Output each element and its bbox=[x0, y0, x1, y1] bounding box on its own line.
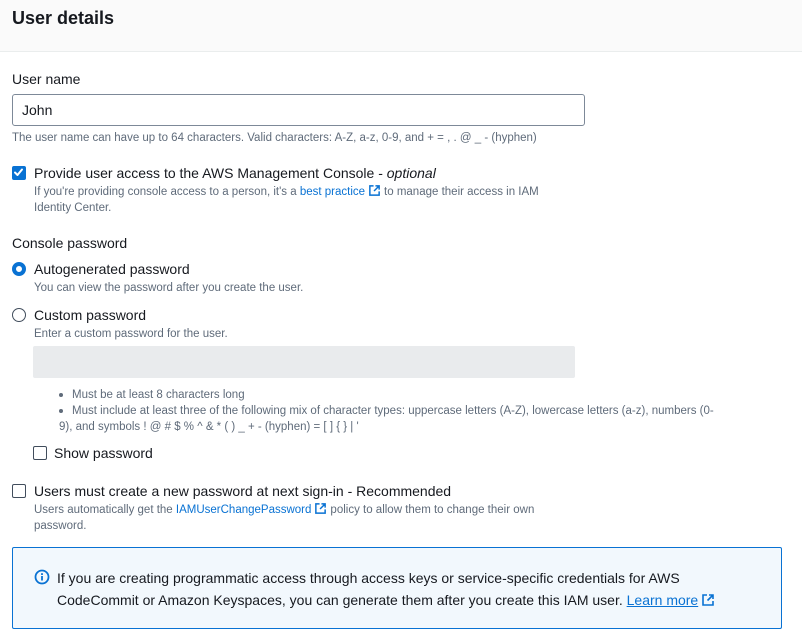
show-password-label[interactable]: Show password bbox=[54, 445, 153, 461]
info-alert-text bbox=[57, 567, 777, 611]
new-password-description bbox=[34, 502, 594, 534]
new-password-checkbox[interactable] bbox=[12, 484, 26, 498]
password-rule-item-continued: 9), and symbols ! @ # $ % ^ & * ( ) _ + - (hyphen) = [ ] { } | ' bbox=[59, 421, 359, 433]
section-header bbox=[0, 0, 802, 52]
custom-password-label[interactable]: Custom password bbox=[34, 307, 147, 323]
checkmark-icon bbox=[13, 167, 24, 178]
password-rule-item: Must include at least three of the following mix of character types: uppercase letters (A-Z), lowercase letters (a-z), numbers (0- bbox=[72, 403, 772, 419]
info-line-1: If you are creating programmatic access through access keys or service-specific credentials for AWS bbox=[57, 570, 680, 586]
console-access-label-main: Provide user access to the AWS Management Console - bbox=[34, 165, 387, 181]
custom-password-input bbox=[33, 346, 575, 378]
console-password-label: Console password bbox=[12, 235, 128, 251]
new-password-label[interactable]: Users must create a new password at next sign-in - Recommended bbox=[34, 483, 452, 499]
user-name-input[interactable] bbox=[12, 94, 585, 126]
autogenerated-password-label[interactable]: Autogenerated password bbox=[34, 261, 190, 277]
custom-password-radio[interactable] bbox=[12, 308, 26, 322]
optional-tag: optional bbox=[386, 165, 436, 181]
external-link-icon bbox=[701, 593, 715, 607]
user-name-label: User name bbox=[12, 71, 81, 87]
autogenerated-password-hint: You can view the password after you create the user. bbox=[34, 282, 304, 294]
console-access-desc-line2: Identity Center. bbox=[34, 202, 112, 214]
section-title: User details bbox=[12, 8, 115, 28]
console-access-desc-suffix: to manage their access in IAM bbox=[384, 186, 539, 198]
info-icon bbox=[34, 569, 50, 585]
console-access-checkbox[interactable] bbox=[12, 166, 26, 180]
learn-more-link[interactable]: Learn more bbox=[626, 592, 699, 608]
best-practice-link[interactable]: best practice bbox=[299, 186, 366, 198]
external-link-icon bbox=[368, 184, 381, 197]
password-rules-list bbox=[59, 387, 772, 435]
user-name-hint: The user name can have up to 64 characters. Valid characters: A-Z, a-z, 0-9, and + = , . @ _ - (hyphen) bbox=[12, 132, 537, 144]
console-access-description bbox=[34, 184, 594, 216]
iam-user-change-password-link[interactable]: IAMUserChangePassword bbox=[175, 504, 312, 516]
show-password-checkbox[interactable] bbox=[33, 446, 47, 460]
password-rule-item: Must be at least 8 characters long bbox=[72, 387, 772, 403]
new-password-desc-line2: password. bbox=[34, 520, 87, 532]
info-alert bbox=[12, 547, 782, 629]
console-access-desc-prefix: If you're providing console access to a person, it's a bbox=[34, 186, 300, 198]
console-access-label[interactable] bbox=[34, 165, 436, 181]
custom-password-hint: Enter a custom password for the user. bbox=[34, 328, 228, 340]
new-password-desc-suffix: policy to allow them to change their own bbox=[330, 504, 535, 516]
external-link-icon bbox=[314, 502, 327, 515]
new-password-desc-prefix: Users automatically get the bbox=[34, 504, 176, 516]
autogenerated-password-radio[interactable] bbox=[12, 262, 26, 276]
info-line-2: CodeCommit or Amazon Keyspaces, you can generate them after you create this IAM user. bbox=[57, 592, 627, 608]
